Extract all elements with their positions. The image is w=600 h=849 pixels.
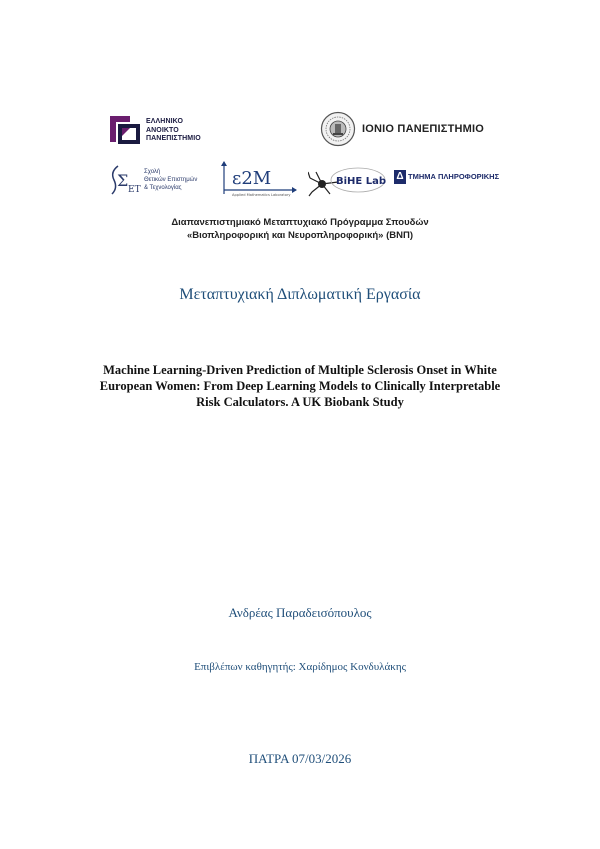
thesis-title-line-3: Risk Calculators. A UK Biobank Study (196, 395, 404, 409)
program-title (0, 216, 600, 242)
thesis-title-line-2: European Women: From Deep Learning Models to Clinically Interpretable (99, 379, 501, 393)
e2m-logo-text: ε2M (232, 168, 272, 189)
bihe-lab-text: BiHE Lab (336, 176, 387, 187)
bihe-lab-logo (308, 160, 388, 198)
ionio-seal-icon (320, 111, 356, 147)
program-line-2: «Βιοπληροφορική και Νευροπληροφορική» (ΒΝΠ) (186, 230, 413, 241)
eap-logo-mark-icon (108, 112, 142, 146)
eap-logo-text: ΕΛΛΗΝΙΚΟ ΑΝΟΙΚΤΟ ΠΑΝΕΠΙΣΤΗΜΙΟ (146, 118, 201, 142)
informatics-dept-logo (394, 170, 500, 186)
supervisor: Επιβλέπων καθηγητής: Χαρίδημος Κονδυλάκης (194, 661, 406, 673)
author-name: Ανδρέας Παραδεισόπουλος (228, 605, 372, 620)
place-date: ΠΑΤΡΑ 07/03/2026 (248, 751, 352, 766)
svg-text:Σ: Σ (117, 171, 129, 190)
e2m-logo-icon (220, 160, 300, 198)
informatics-dept-text: ΤΜΗΜΑ ΠΛΗΡΟΦΟΡΙΚΗΣ (408, 172, 500, 181)
thesis-title (70, 362, 530, 410)
school-science-mark-icon (108, 162, 142, 196)
ionio-logo (320, 111, 490, 151)
program-line-1: Διαπανεπιστημιακό Μεταπτυχιακό Πρόγραμμα Σπουδών (171, 217, 429, 228)
thesis-type: Μεταπτυχιακή Διπλωματική Εργασία (179, 286, 421, 303)
school-science-text: Σχολή Θετικών Επιστημών & Τεχνολογίας (144, 169, 198, 191)
informatics-dept-mark: Δ (394, 170, 406, 184)
e2m-logo-subtext: Applied Mathematics Laboratory (232, 193, 291, 197)
svg-text:ΕΤ: ΕΤ (128, 185, 141, 195)
eap-logo (108, 112, 218, 152)
thesis-title-line-1: Machine Learning-Driven Prediction of Multiple Sclerosis Onset in White (103, 363, 497, 377)
bihe-lab-logo-icon (308, 160, 388, 198)
school-science-logo (108, 162, 218, 198)
ionio-logo-text: ΙΟΝΙΟ ΠΑΝΕΠΙΣΤΗΜΙΟ (362, 123, 485, 135)
e2m-logo (220, 160, 300, 198)
